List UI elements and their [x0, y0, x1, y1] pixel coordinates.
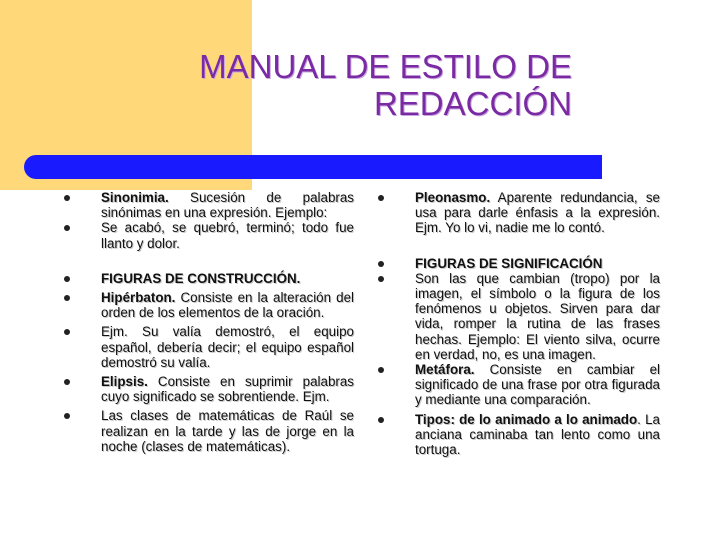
list-item: [64, 290, 354, 320]
item-heading: Hipérbaton.: [101, 290, 176, 306]
bullet-icon: [64, 329, 70, 335]
list-item: [378, 256, 660, 271]
bullet-icon: [378, 367, 384, 373]
bullet-icon: [378, 261, 384, 267]
bullet-icon: [64, 195, 70, 201]
bullet-icon: [64, 276, 70, 282]
item-heading: Metáfora.: [415, 362, 475, 378]
bullet-icon: [64, 379, 70, 385]
list-item: [64, 408, 354, 454]
bullet-icon: [64, 413, 70, 419]
item-text: Consiste en cambiar el significado de una frase por otra figurada y mediante una comparación.: [415, 362, 660, 408]
list-item: [378, 271, 660, 362]
right-column: [378, 190, 660, 457]
item-heading: FIGURAS DE SIGNIFICACIÓN: [415, 255, 603, 271]
item-text: Las clases de matemáticas de Raúl se realizan en la tarde y las de jorge en la noche (clases de matemáticas).: [101, 408, 354, 454]
bullet-icon: [378, 417, 384, 423]
left-bullet-list: [64, 190, 354, 454]
item-text: Se acabó, se quebró, terminó; todo fue llanto y dolor.: [101, 220, 354, 251]
title-line-1: MANUAL DE ESTILO DE: [199, 48, 572, 85]
list-item: [64, 271, 354, 286]
title-line-2: REDACCIÓN: [373, 85, 572, 122]
list-item: [64, 324, 354, 370]
item-heading: Sinonimia.: [101, 190, 169, 205]
item-text: . La anciana caminaba tan lento como una tortuga.: [415, 411, 660, 458]
list-item: [378, 362, 660, 408]
bullet-icon: [378, 276, 384, 282]
bullet-icon: [64, 295, 70, 301]
left-column: [64, 190, 354, 454]
item-heading: Pleonasmo.: [415, 190, 491, 205]
list-item: [378, 412, 660, 458]
item-heading: Tipos: de lo animado a lo animado: [415, 411, 638, 427]
item-heading: FIGURAS DE CONSTRUCCIÓN.: [101, 270, 301, 286]
item-text: Ejm. Su valía demostró, el equipo español, debería decir; el equipo español demostró su valía.: [101, 324, 354, 370]
list-item: [64, 190, 354, 220]
bullet-icon: [378, 195, 384, 201]
list-item: [64, 374, 354, 404]
title-divider-bar: [24, 155, 602, 179]
item-text: Sucesión de palabras sinónimas en una expresión. Ejemplo:: [101, 190, 354, 221]
item-text: Consiste en suprimir palabras cuyo significado se sobrentiende. Ejm.: [101, 374, 354, 405]
slide-title: [52, 48, 572, 122]
item-text: Consiste en la alteración del orden de los elementos de la oración.: [101, 290, 354, 321]
item-text: Aparente redundancia, se usa para darle énfasis a la expresión. Ejm. Yo lo vi, nadie me lo contó.: [415, 190, 660, 236]
item-text: Son las que cambian (tropo) por la imagen, el símbolo o la figura de los fenómenos u objetos. Sirven para dar vida, romper la rutina de las frases hechas. Ejemplo: El viento silva, ocurre en verdad, no, es una imagen.: [415, 270, 660, 362]
list-item: [378, 190, 660, 236]
item-heading: Elipsis.: [101, 374, 148, 390]
list-item: [64, 220, 354, 250]
right-bullet-list: [378, 190, 660, 457]
bullet-icon: [64, 225, 70, 231]
